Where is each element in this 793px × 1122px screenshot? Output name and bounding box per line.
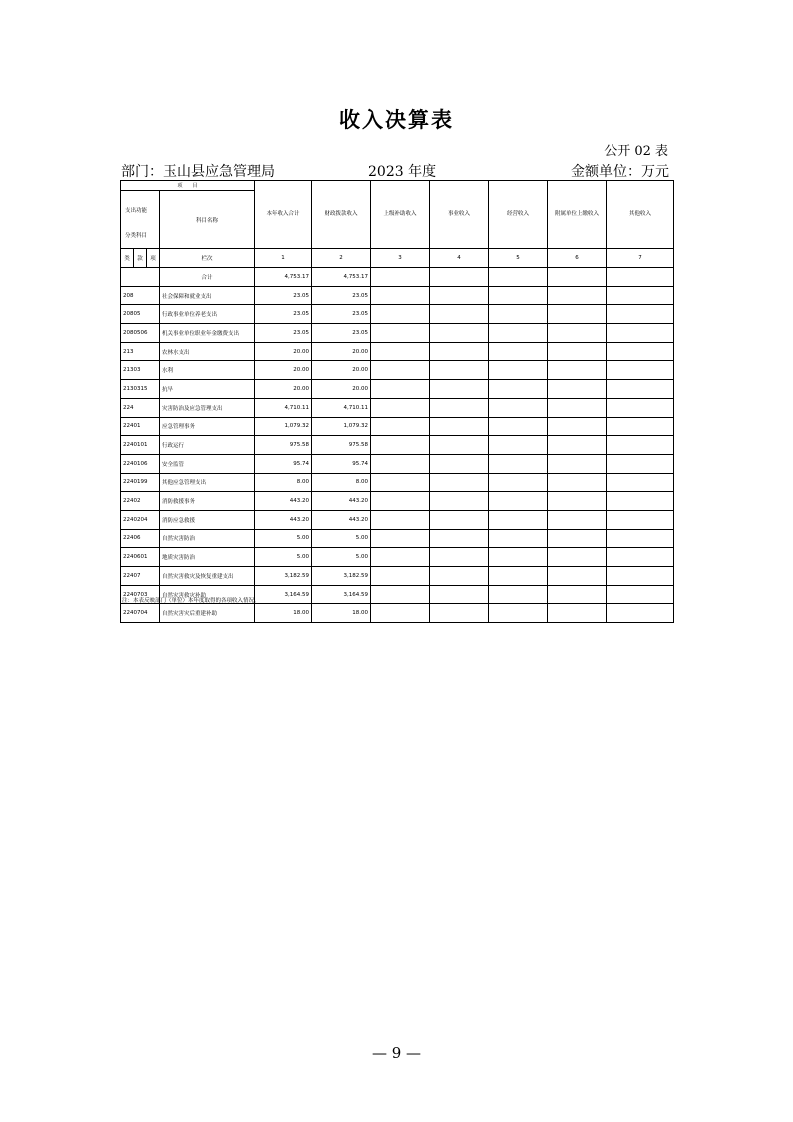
amount-cell [371,454,430,473]
amount-cell [489,305,548,324]
subject-code: 22407 [121,567,160,586]
amount-cell [548,585,607,604]
amount-cell [371,398,430,417]
total-value: 4,753.17 [255,268,312,287]
amount-cell: 18.00 [255,604,312,623]
amount-cell [548,436,607,455]
column-header: 财政拨款收入 [312,181,371,249]
amount-cell: 443.20 [255,510,312,529]
amount-cell [489,585,548,604]
amount-cell [548,454,607,473]
subject-code: 2240199 [121,473,160,492]
amount-cell [607,380,674,399]
subject-code: 2240101 [121,436,160,455]
column-header: 其他收入 [607,181,674,249]
subject-name: 社会保障和就业支出 [160,286,255,305]
subject-code: 208 [121,286,160,305]
total-label: 合计 [160,268,255,287]
total-row [121,268,674,287]
amount-cell [430,492,489,511]
column-number: 4 [430,249,489,268]
amount-cell: 18.00 [312,604,371,623]
amount-cell [607,305,674,324]
table-row [121,342,674,361]
subject-name: 灾害防治及应急管理支出 [160,398,255,417]
column-number: 5 [489,249,548,268]
subject-name: 其他应急管理支出 [160,473,255,492]
subject-name: 抗旱 [160,380,255,399]
amount-cell [430,305,489,324]
amount-cell [607,436,674,455]
amount-cell: 23.05 [255,324,312,343]
amount-cell [371,492,430,511]
amount-cell [548,510,607,529]
amount-cell [607,361,674,380]
table-row [121,417,674,436]
amount-cell [430,548,489,567]
subject-code: 22401 [121,417,160,436]
amount-cell: 23.05 [255,286,312,305]
amount-cell [548,361,607,380]
amount-cell [548,380,607,399]
column-header: 经营收入 [489,181,548,249]
page-number: — 9 — [371,1044,422,1062]
function-sub-label: 分类科目 [125,233,148,239]
subject-name-header: 科目名称 [160,191,255,249]
department-label: 部门：玉山县应急管理局 [121,164,275,180]
subject-code: 213 [121,342,160,361]
amount-cell [371,510,430,529]
amount-cell: 5.00 [312,548,371,567]
lei-header: 类 [121,249,134,268]
amount-cell [607,324,674,343]
subject-code: 20805 [121,305,160,324]
table-row [121,398,674,417]
amount-cell: 20.00 [255,342,312,361]
amount-cell: 4,710.11 [255,398,312,417]
subject-name: 地质灾害防治 [160,548,255,567]
amount-cell [371,604,430,623]
amount-cell [371,473,430,492]
amount-cell [548,567,607,586]
amount-cell: 443.20 [255,492,312,511]
amount-cell [607,529,674,548]
amount-cell: 3,164.59 [255,585,312,604]
function-class-header [121,191,160,249]
subject-name: 消防应急救援 [160,510,255,529]
amount-cell [489,548,548,567]
amount-cell [489,324,548,343]
subject-code: 2240204 [121,510,160,529]
subject-code: 2240704 [121,604,160,623]
table-row [121,436,674,455]
subject-name: 安全监管 [160,454,255,473]
amount-cell: 20.00 [312,361,371,380]
amount-cell [548,305,607,324]
amount-unit-label: 金额单位：万元 [571,164,669,180]
amount-cell [607,567,674,586]
amount-cell [430,604,489,623]
amount-cell [489,398,548,417]
amount-cell: 1,079.32 [255,417,312,436]
amount-cell [489,604,548,623]
subject-name: 自然灾害防治 [160,529,255,548]
subject-name: 消防救援事务 [160,492,255,511]
amount-cell [430,529,489,548]
amount-cell: 443.20 [312,492,371,511]
column-number: 2 [312,249,371,268]
subject-name: 水利 [160,361,255,380]
subject-name: 自然灾害救灾及恢复重建支出 [160,567,255,586]
amount-cell [548,286,607,305]
amount-cell [489,361,548,380]
subject-name: 农林水支出 [160,342,255,361]
amount-cell: 20.00 [255,361,312,380]
amount-cell [607,342,674,361]
amount-cell [548,342,607,361]
subject-code: 2080506 [121,324,160,343]
subject-code: 224 [121,398,160,417]
column-index-label: 栏次 [160,249,255,268]
amount-cell [430,510,489,529]
amount-cell: 1,079.32 [312,417,371,436]
amount-cell [607,286,674,305]
amount-cell [607,492,674,511]
amount-cell: 23.05 [312,286,371,305]
function-class-label: 支出功能 [125,208,148,214]
amount-cell: 975.58 [312,436,371,455]
amount-cell [430,473,489,492]
total-value [607,268,674,287]
table-row [121,604,674,623]
amount-cell [371,529,430,548]
amount-cell [489,567,548,586]
amount-cell [489,286,548,305]
amount-cell: 5.00 [312,529,371,548]
column-number: 7 [607,249,674,268]
amount-cell: 8.00 [255,473,312,492]
amount-cell [607,398,674,417]
form-number: 公开 02 表 [604,144,668,159]
amount-cell [430,324,489,343]
amount-cell [371,305,430,324]
column-header: 本年收入合计 [255,181,312,249]
amount-cell [489,380,548,399]
table-note: 注：本表反映部门（单位）本年度取得的各项收入情况。 [122,598,260,604]
amount-cell [430,342,489,361]
subject-code: 21303 [121,361,160,380]
amount-cell [371,286,430,305]
amount-cell [430,454,489,473]
amount-cell [430,436,489,455]
page-title: 收入决算表 [339,108,454,132]
amount-cell [371,417,430,436]
amount-cell: 20.00 [312,342,371,361]
subject-code: 2240106 [121,454,160,473]
amount-cell: 95.74 [255,454,312,473]
amount-cell [548,529,607,548]
amount-cell [430,361,489,380]
amount-cell [489,342,548,361]
kuan-header: 款 [134,249,147,268]
subject-code: 2240703 [121,585,160,604]
amount-cell: 20.00 [255,380,312,399]
subject-name: 自然灾害灾后重建补助 [160,604,255,623]
amount-cell [548,324,607,343]
amount-cell [430,567,489,586]
total-value [548,268,607,287]
table-row [121,361,674,380]
subject-code: 22406 [121,529,160,548]
amount-cell [607,585,674,604]
amount-cell [371,436,430,455]
amount-cell [371,380,430,399]
amount-cell: 5.00 [255,529,312,548]
table-row [121,286,674,305]
table-row [121,492,674,511]
amount-cell [548,492,607,511]
amount-cell [489,492,548,511]
amount-cell: 20.00 [312,380,371,399]
subject-name: 行政运行 [160,436,255,455]
amount-cell: 975.58 [255,436,312,455]
amount-cell [430,398,489,417]
subject-name: 行政事业单位养老支出 [160,305,255,324]
column-number: 3 [371,249,430,268]
total-code-cell [121,268,160,287]
subject-name: 机关事业单位职业年金缴费支出 [160,324,255,343]
amount-cell [548,548,607,567]
amount-cell [371,548,430,567]
amount-cell [430,417,489,436]
amount-cell [607,417,674,436]
amount-cell [371,324,430,343]
fiscal-year-label: 2023 年度 [368,164,437,180]
table-row [121,324,674,343]
amount-cell: 23.05 [312,324,371,343]
amount-cell: 443.20 [312,510,371,529]
amount-cell [489,417,548,436]
table-row [121,473,674,492]
amount-cell [489,436,548,455]
amount-cell [548,398,607,417]
column-header: 事业收入 [430,181,489,249]
amount-cell [607,473,674,492]
amount-cell [548,417,607,436]
subject-code: 2130315 [121,380,160,399]
amount-cell: 23.05 [312,305,371,324]
subject-name: 应急管理事务 [160,417,255,436]
amount-cell [607,548,674,567]
amount-cell [607,454,674,473]
column-number: 1 [255,249,312,268]
total-value [430,268,489,287]
amount-cell: 3,182.59 [312,567,371,586]
table-row [121,380,674,399]
column-header: 上级补助收入 [371,181,430,249]
amount-cell: 23.05 [255,305,312,324]
table-row [121,510,674,529]
total-value [489,268,548,287]
total-value [371,268,430,287]
column-header: 附属单位上缴收入 [548,181,607,249]
amount-cell [430,585,489,604]
amount-cell: 4,710.11 [312,398,371,417]
amount-cell [371,567,430,586]
amount-cell [489,473,548,492]
amount-cell [371,361,430,380]
amount-cell [371,585,430,604]
table-row [121,529,674,548]
amount-cell [489,510,548,529]
amount-cell [607,604,674,623]
amount-cell [548,604,607,623]
table-row [121,548,674,567]
amount-cell [489,454,548,473]
subject-name: 自然灾害救灾补助 [160,585,255,604]
subject-code: 2240601 [121,548,160,567]
amount-cell [548,473,607,492]
amount-cell [489,529,548,548]
amount-cell: 5.00 [255,548,312,567]
column-number: 6 [548,249,607,268]
amount-cell [430,380,489,399]
table-row [121,305,674,324]
amount-cell [430,286,489,305]
amount-cell [371,342,430,361]
table-row [121,454,674,473]
amount-cell: 3,164.59 [312,585,371,604]
amount-cell: 8.00 [312,473,371,492]
amount-cell [607,510,674,529]
total-value: 4,753.17 [312,268,371,287]
table-row [121,567,674,586]
xiang-header: 项 [147,249,160,268]
subject-code: 22402 [121,492,160,511]
amount-cell: 95.74 [312,454,371,473]
amount-cell: 3,182.59 [255,567,312,586]
income-statement-table [120,180,674,623]
project-header: 项 目 [121,181,255,191]
